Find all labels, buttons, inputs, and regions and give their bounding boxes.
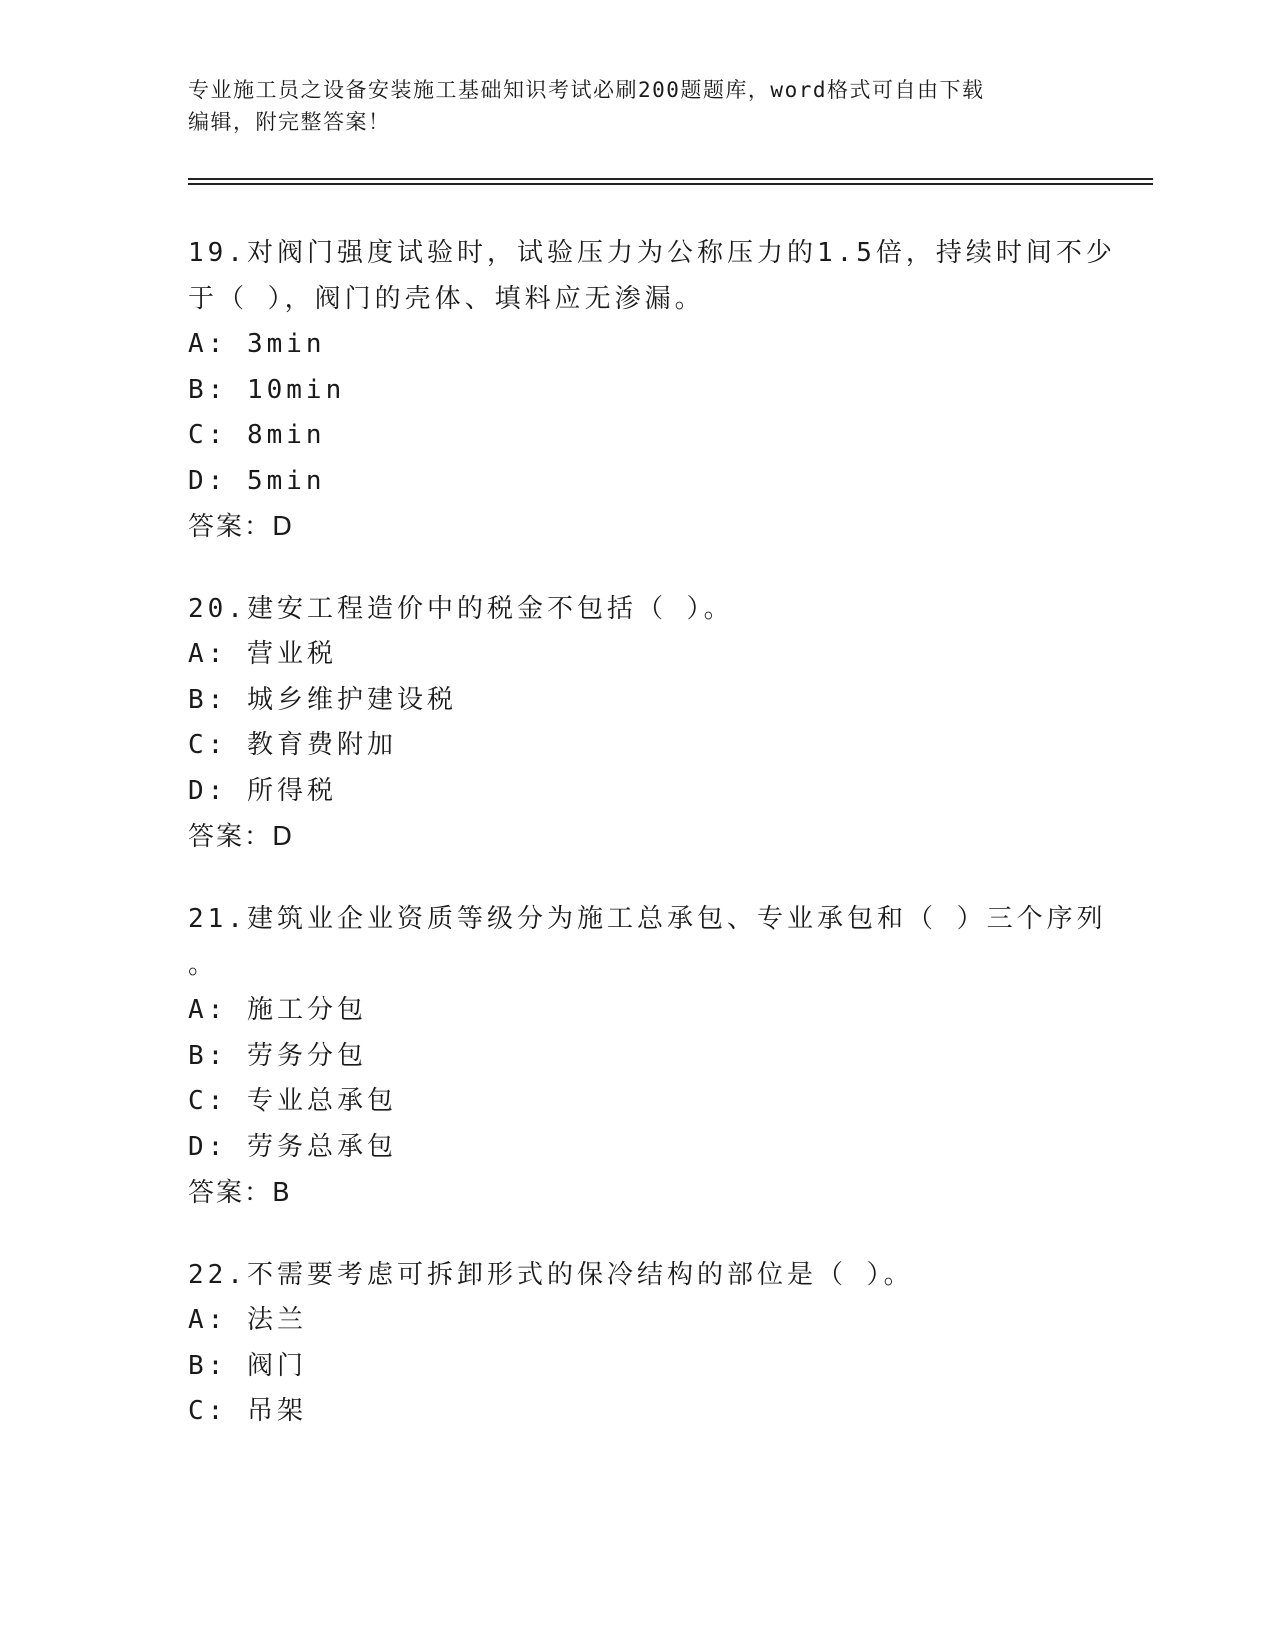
question-text-line: 22.不需要考虑可拆卸形式的保冷结构的部位是（ ）。 bbox=[188, 1260, 914, 1290]
option-a: A: 3min bbox=[188, 329, 326, 359]
answer-text: 答案：D bbox=[188, 512, 295, 542]
option-a: A: 营业税 bbox=[188, 639, 337, 669]
option-d: D: 劳务总承包 bbox=[188, 1131, 397, 1162]
option-a: A: 施工分包 bbox=[188, 995, 367, 1025]
question-list bbox=[188, 230, 1116, 1471]
header-divider-bottom bbox=[188, 183, 1153, 185]
option-b: B: 城乡维护建设税 bbox=[188, 684, 457, 715]
option-d: D: 所得税 bbox=[188, 775, 337, 806]
option-d: D: 5min bbox=[188, 465, 326, 496]
question-text-line: 21.建筑业企业资质等级分为施工总承包、专业承包和（ ）三个序列 bbox=[188, 904, 1107, 934]
option-b: B: 劳务分包 bbox=[188, 1040, 367, 1071]
question-block bbox=[188, 230, 1116, 550]
option-c: C: 教育费附加 bbox=[188, 730, 397, 760]
option-b: B: 阀门 bbox=[188, 1350, 307, 1381]
option-b: B: 10min bbox=[188, 374, 346, 405]
question-text-line: 20.建安工程造价中的税金不包括（ ）。 bbox=[188, 594, 734, 624]
question-block bbox=[188, 586, 1088, 860]
question-block bbox=[188, 1252, 1088, 1435]
header-divider-top bbox=[188, 178, 1153, 180]
option-c: C: 8min bbox=[188, 420, 326, 450]
option-c: C: 专业总承包 bbox=[188, 1086, 397, 1116]
document-header bbox=[188, 74, 1088, 138]
option-a: A: 法兰 bbox=[188, 1305, 307, 1335]
question-block bbox=[188, 896, 1107, 1216]
header-line-1: 专业施工员之设备安装施工基础知识考试必刷200题题库，word格式可自由下载 bbox=[188, 78, 985, 102]
answer-text: 答案：D bbox=[188, 822, 295, 852]
question-text-line: 。 bbox=[188, 950, 219, 980]
option-c: C: 吊架 bbox=[188, 1396, 307, 1426]
question-text-line: 于（ ），阀门的壳体、填料应无渗漏。 bbox=[188, 284, 705, 314]
question-text-line: 19.对阀门强度试验时，试验压力为公称压力的1.5倍，持续时间不少 bbox=[188, 238, 1116, 268]
answer-text: 答案：B bbox=[188, 1178, 292, 1208]
header-line-2: 编辑，附完整答案！ bbox=[188, 110, 391, 134]
